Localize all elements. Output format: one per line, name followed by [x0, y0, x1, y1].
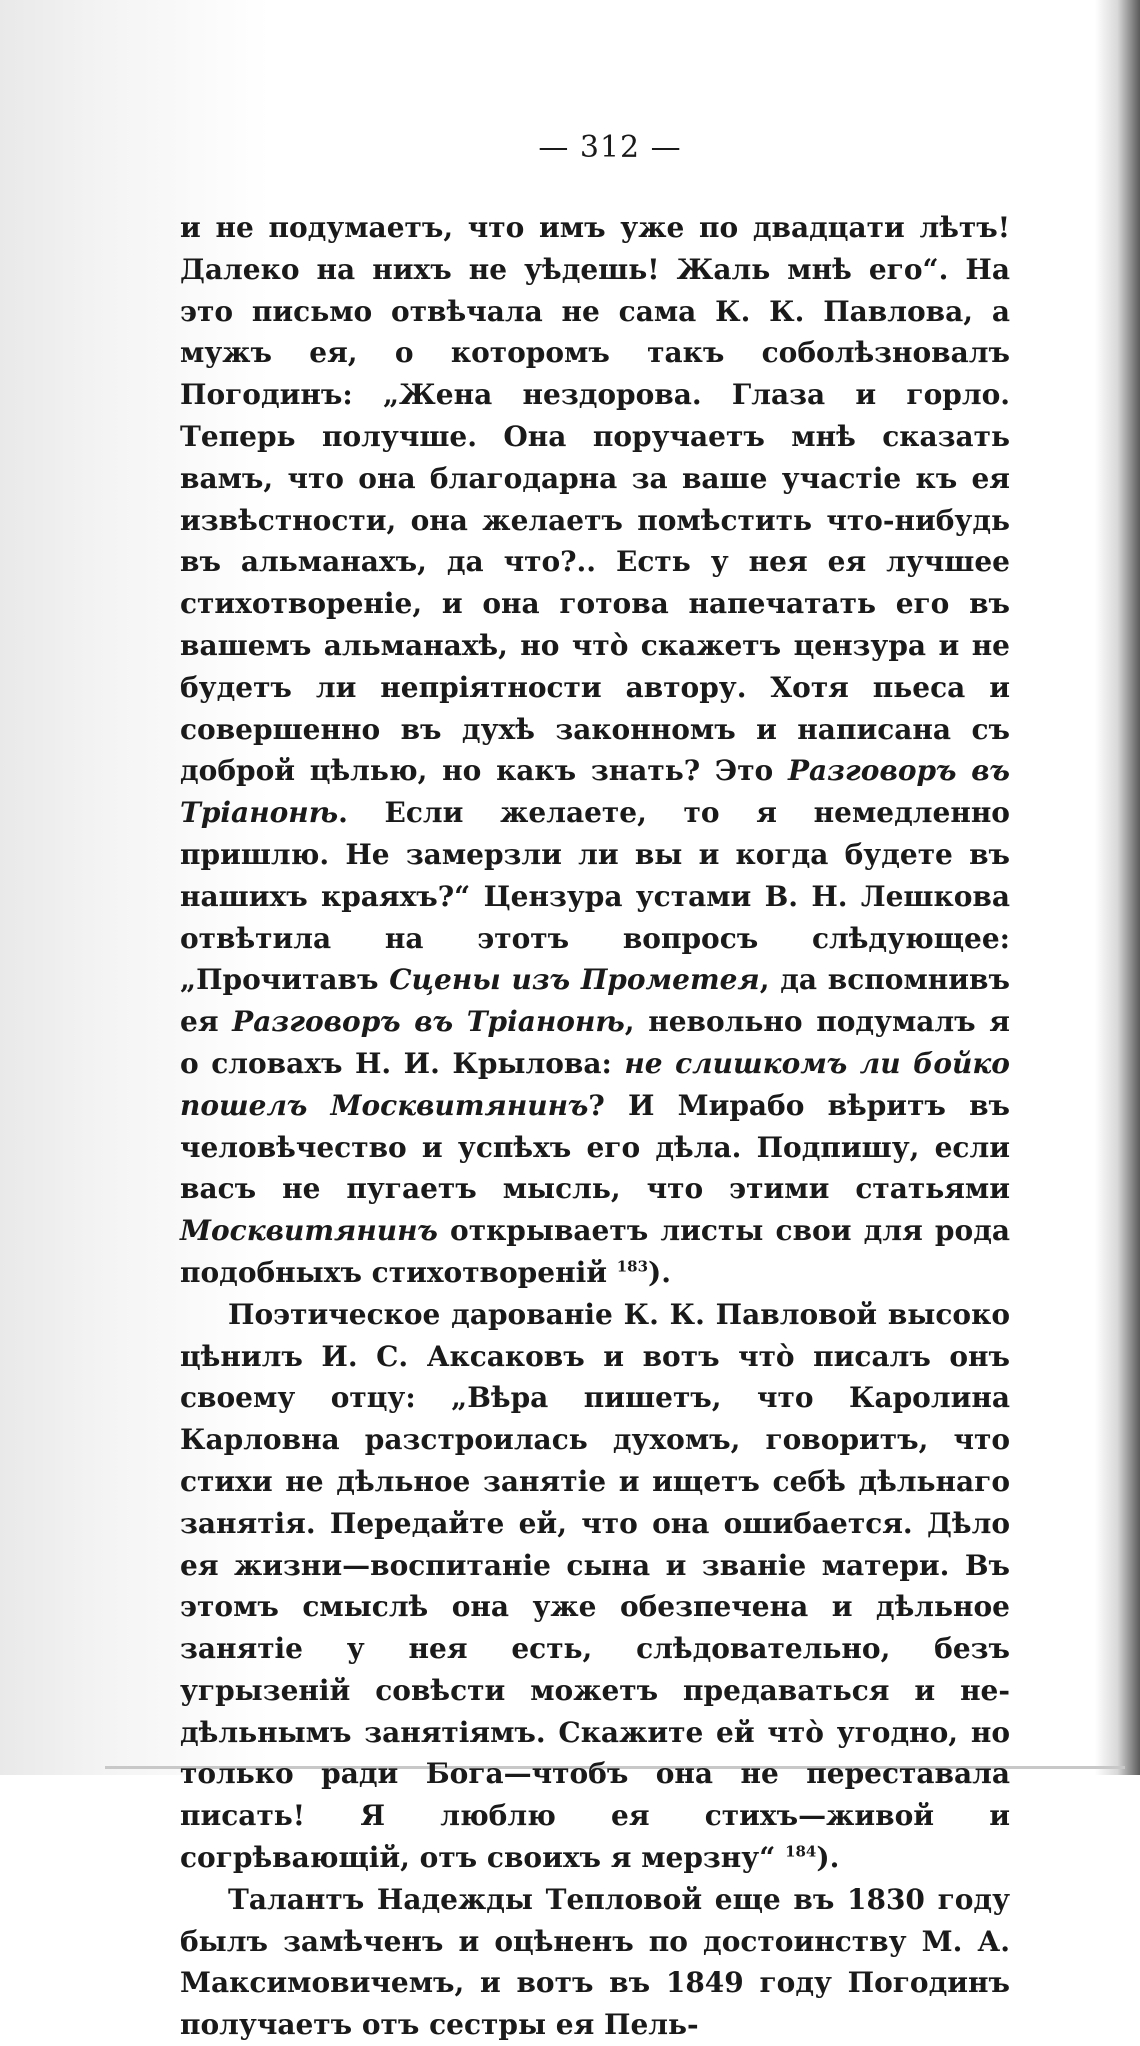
- text-run: ).: [648, 1255, 672, 1289]
- text-run: и не подумаетъ, что имъ уже по двадцати лѣтъ! Далеко на нихъ не уѣдешь! Жаль мнѣ его“. На это письмо отвѣчала не сама К. К. Павлова, а мужъ ея, о которомъ такъ соболѣзновалъ Погодинъ: „Жена нездорова. Глаза и горло. Теперь получше. Она поручаетъ мнѣ сказать вамъ, что она благодарна за ваше участіе къ ея извѣстности, она желаетъ помѣстить что-нибудь въ альманахъ, да что?.. Есть у нея ея лучшее стихотвореніе, и она готова напечатать его въ вашемъ альманахѣ, но что̀ скажетъ цензура и не будетъ ли непріятности автору. Хотя пьеса и совершенно въ духѣ законномъ и написана съ доброй цѣлью, но какъ знать? Это: [180, 211, 1010, 788]
- text-run: ? И Мирабо вѣритъ въ человѣчество и успѣхъ его дѣла. Подпишу, если васъ не пугаетъ мысль, что этими статьями: [180, 1088, 1010, 1206]
- text-run: ).: [816, 1841, 840, 1875]
- footnote-ref: 183: [616, 1257, 649, 1276]
- text-run: Талантъ Надежды Тепловой еще въ 1830 году былъ замѣченъ и оцѣненъ по достоинству М. А. Максимовичемъ, и вотъ въ 1849 году Погодинъ получаетъ отъ сестры ея Пель-: [180, 1882, 1010, 2042]
- book-page: [180, 130, 1010, 2046]
- italic-title: Разговоръ въ Тріанонѣ: [232, 1005, 625, 1039]
- text-run: открываетъ листы свои для рода подобныхъ стихотвореній: [180, 1214, 1010, 1289]
- page-number: — 312 —: [538, 130, 682, 165]
- text-run: , невольно подумалъ я о словахъ Н. И. Крылова:: [180, 1005, 1010, 1080]
- text-run: . Если желаете, то я немедленно пришлю. Не замерзли ли вы и когда будете въ нашихъ краяхъ?“ Цензура устами В. Н. Лешкова отвѣтила на этотъ вопросъ слѣдующее: „Прочитавъ: [180, 796, 1010, 997]
- text-run: , да вспомнивъ ея: [180, 963, 1010, 1039]
- italic-title: Москвитянинъ: [180, 1214, 438, 1248]
- paragraph-2: [180, 1294, 1010, 1879]
- italic-title: не слишкомъ ли бойко пошелъ Москвитянинъ: [180, 1046, 1010, 1122]
- italic-title: Сцены изъ Прометея: [389, 963, 760, 997]
- body-text: [180, 207, 1010, 2046]
- text-run: Поэтическое дарованіе К. К. Павловой высоко цѣнилъ И. С. Аксаковъ и вотъ что̀ писалъ онъ своему отцу: „Вѣра пишетъ, что Каролина Карловна разстроилась духомъ, говоритъ, что стихи не дѣльное занятіе и ищетъ себѣ дѣльнаго занятія. Передайте ей, что она ошибается. Дѣло ея жизни—воспитаніе сына и званіе матери. Въ этомъ смыслѣ она уже обезпечена и дѣльное занятіе у нея есть, слѣдовательно, безъ угрызеній совѣсти можетъ предаваться и не-дѣльнымъ занятіямъ. Скажите ей что̀ угодно, но только ради Бога—чтобъ она не переставала писать! Я люблю ея стихъ—живой и согрѣвающій, отъ своихъ я мерзну“: [180, 1297, 1010, 1875]
- footnote-ref: 184: [785, 1842, 817, 1861]
- italic-title: Разговоръ въ Тріанонѣ: [180, 754, 1010, 830]
- paragraph-1: [180, 207, 1010, 1294]
- paragraph-3: [180, 1879, 1010, 2046]
- scan-shadow-right: [1095, 0, 1140, 1775]
